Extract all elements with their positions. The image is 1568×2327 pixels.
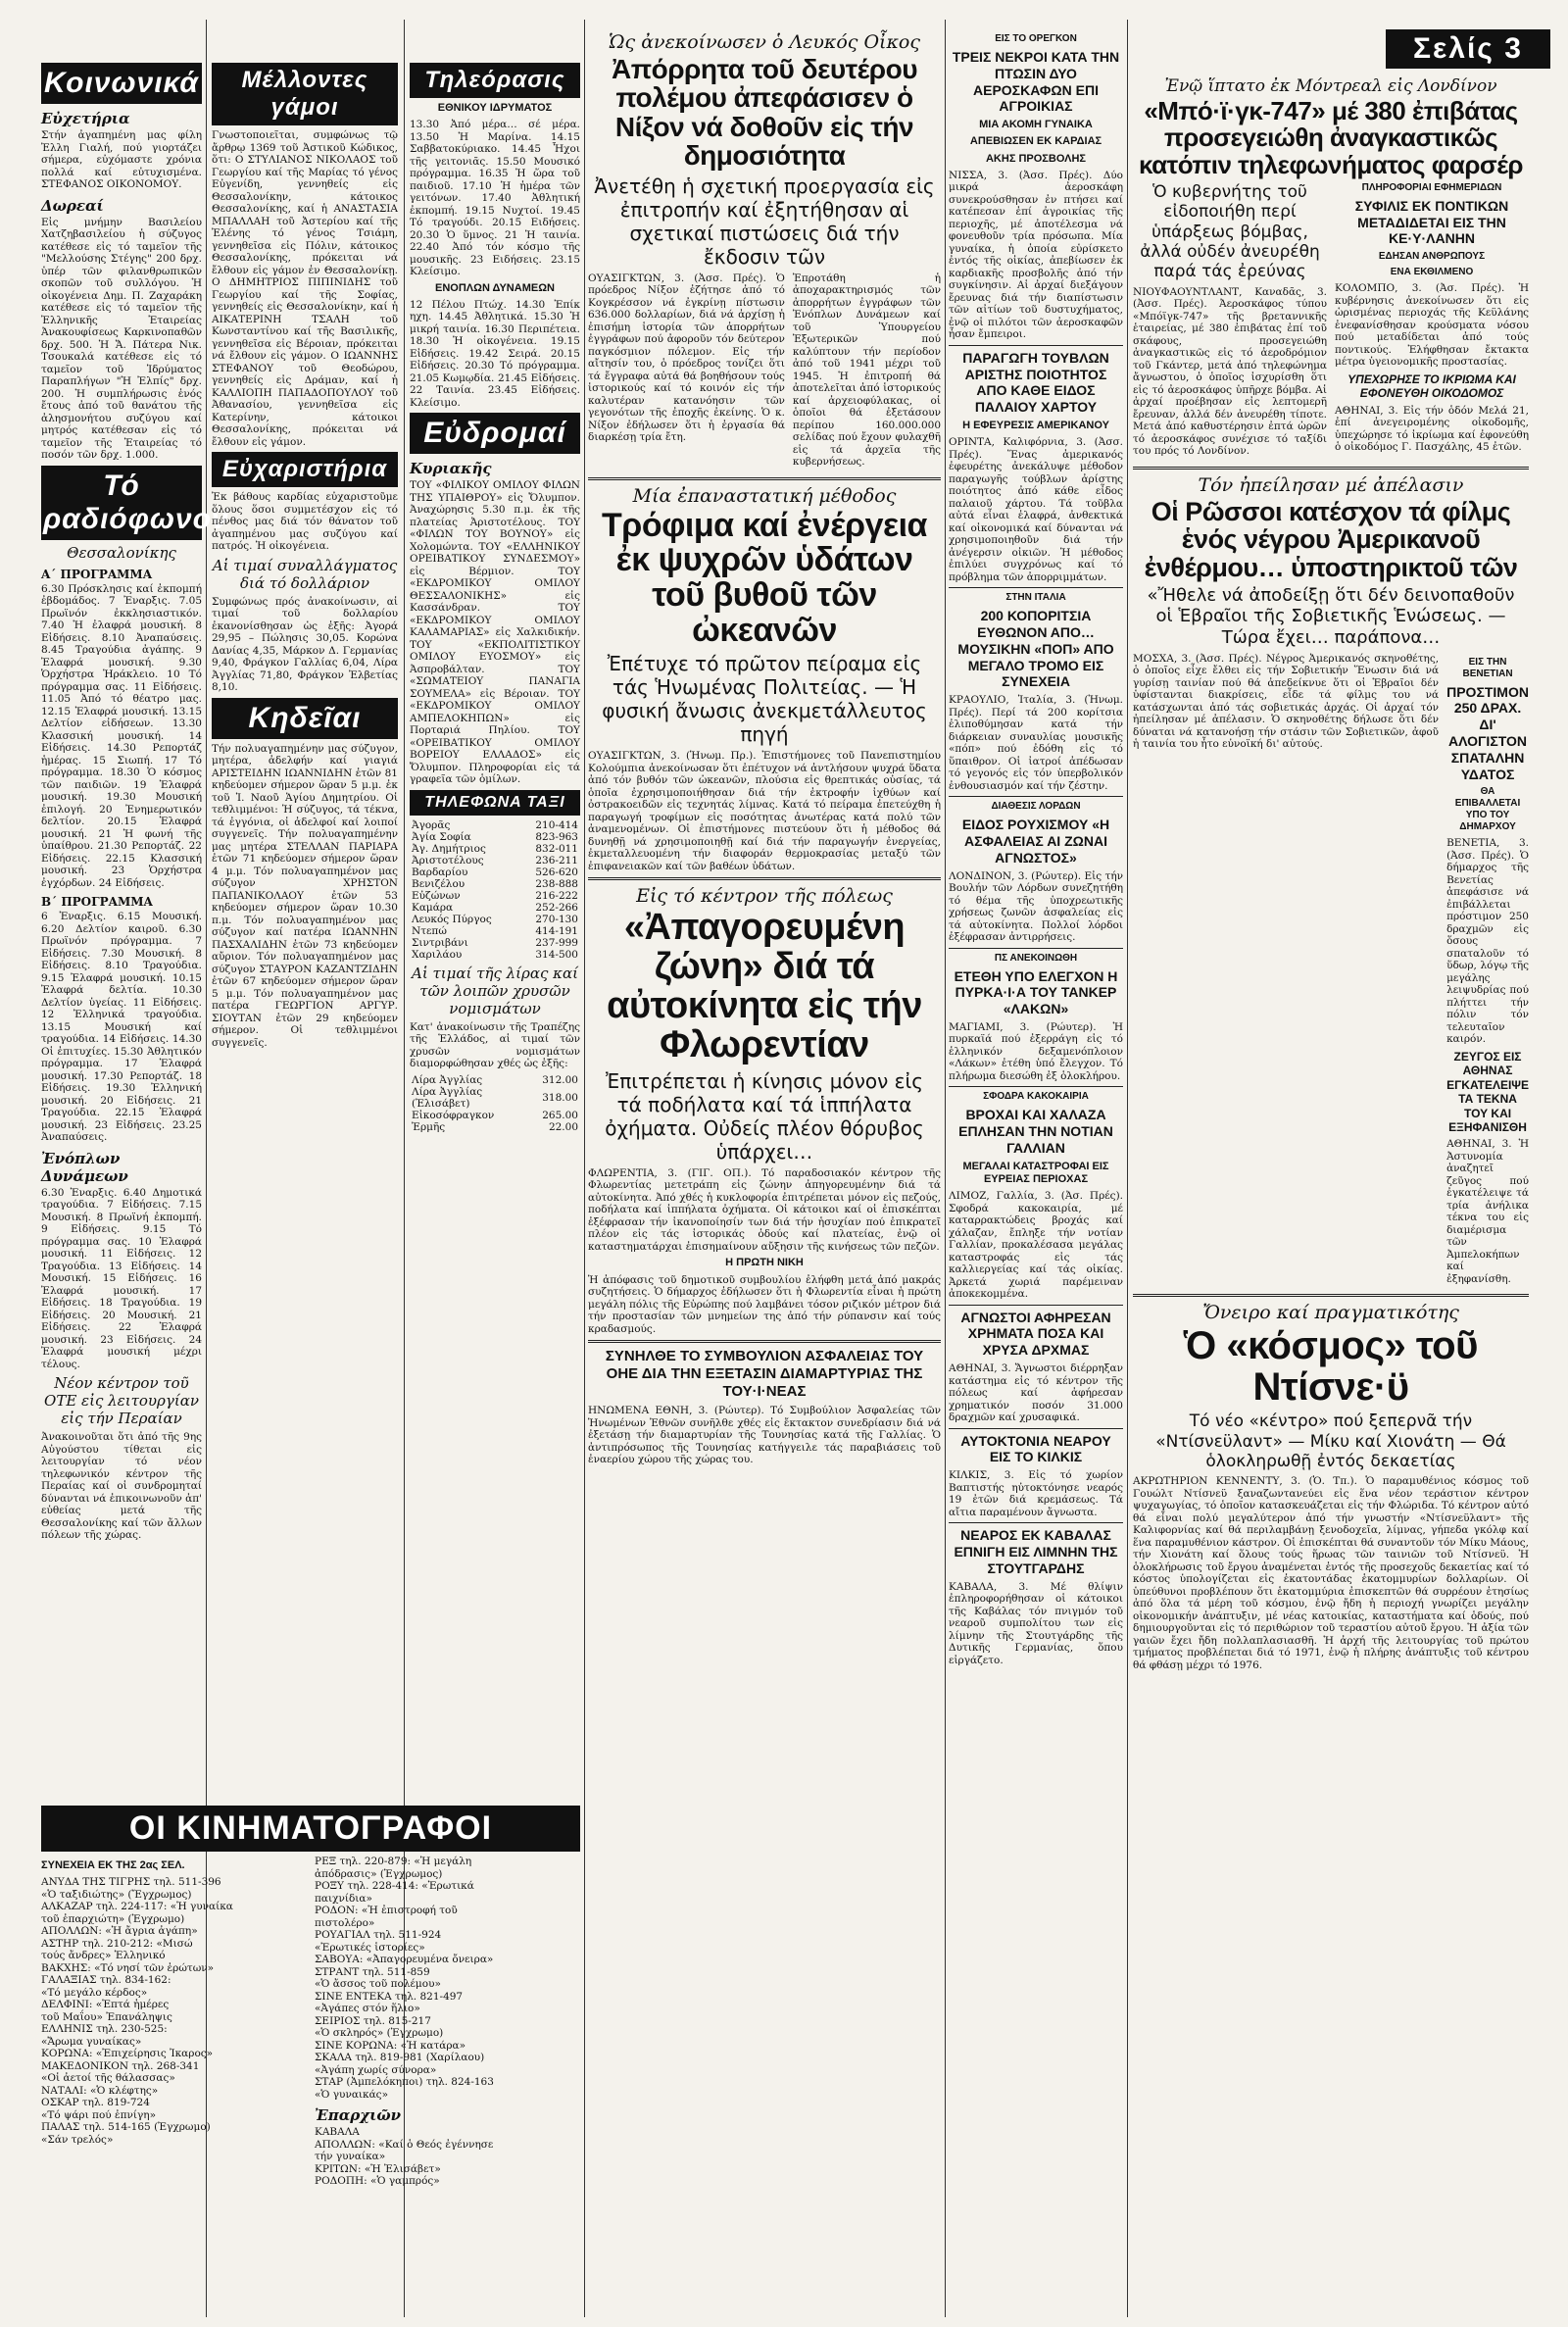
taxi-phone-row-value: 238-888 [535, 877, 578, 890]
taxi-phone-row-value: 823-963 [535, 830, 578, 843]
disney-headline: Ὁ «κόσμος» τοῦ Ντίσνε·ϋ [1184, 1324, 1478, 1410]
cinema-listing: ΝΑΤΑΛΙ: «Ὁ κλέφτης» [41, 2084, 159, 2097]
brief1-sub-b: ΑΠΕΒΙΩΣΕΝ ΕΚ ΚΑΡΔΙΑΣ [969, 135, 1102, 148]
cinemas-section [41, 1802, 580, 2317]
brief1-sub-c: ΑΚΗΣ ΠΡΟΣΒΟΛΗΣ [985, 152, 1086, 165]
brief6-headline: ΒΡΟΧΑΙ ΚΑΙ ΧΑΛΑΖΑ ΕΠΛΗΣΑΝ ΤΗΝ ΝΟΤΙΑΝ ΓΑΛΛΙΑΝ [958, 1107, 1113, 1156]
cinema-listing: «Ἄρωμα γυναίκας» [41, 2035, 142, 2048]
fourth-headline: ΣΥΝΗΛΘΕ ΤΟ ΣΥΜΒΟΥΛΙΟΝ ΑΣΦΑΛΕΙΑΣ ΤΟΥ ΟΗΕ ΔΙΑ ΤΗΝ ΕΞΕΤΑΣΙΝ ΔΙΑΜΑΡΤΥΡΙΑΣ ΤΗΣ ΤΟΥ·Ι·ΝΕΑΣ [605, 1348, 924, 1401]
third-subhead: Η ΠΡΩΤΗ ΝΙΚΗ [725, 1257, 804, 1269]
social-header: Κοινωνικά [41, 63, 202, 104]
cinema-listing: ΑΝΥΔΑ ΤΗΣ ΤΙΓΡΗΣ τηλ. 511-396 [41, 1876, 221, 1889]
gold-heading: Αἱ τιμαί τῆς λίρας καί τῶν λοιπῶν χρυσῶν νομισμάτων [412, 964, 578, 1017]
cinema-listing: «Ἀγάπες στόν ἥλιο» [315, 2003, 420, 2014]
cinema-listing: ΑΣΤΗΡ τηλ. 210-212: «Μισώ [41, 1937, 193, 1950]
dollar-text: Συμφώνως πρός ἀνακοίνωσιν, αἱ τιμαί τοῦ δολλαρίου ἐκανονίσθησαν ὡς ἑξῆς: Ἀγορά 29,95 – Πώλησις 30,05. Κορώνα Δανίας 4,35, Μάρκον Δ. Γερμανίας 9,40, Φράγκον Γαλλίας 6,04, Λίρα Ἀγγλίας 71,80, Φράγκον Ἐλβετίας 8,10. [212, 595, 398, 693]
cinemas-list-right [315, 1856, 580, 2101]
brief6-sub: ΜΕΓΑΛΑΙ ΚΑΤΑΣΤΡΟΦΑΙ ΕΙΣ ΕΥΡΕΙΑΣ ΠΕΡΙΟΧΑΣ [962, 1160, 1109, 1185]
column-main-stories [588, 29, 941, 2317]
cinema-listing: ΜΑΚΕΔΟΝΙΚΟΝ τηλ. 268-341 [41, 2059, 200, 2072]
venice-text: ΒΕΝΕΤΙΑ, 3. (Ἀσσ. Πρές). Ὁ δήμαρχος τῆς Βενετίας ἀπεφάσισε νά ἐπιβάλλεται πρόστιμον 250 δραχμῶν εἰς ὅσους σπαταλοῦν τό ὕδωρ, λόγῳ τῆς μεγάλης λειψυδρίας πού πλήττει τήν πόλιν τόν τελευταῖον καιρόν. [1446, 837, 1529, 1046]
venice-headline: ΠΡΟΣΤΙΜΟΝ 250 ΔΡΑΧ. ΔΙ' ΑΛΟΓΙΣΤΟΝ ΣΠΑΤΑΛΗΝ ΥΔΑΤΟΣ [1446, 683, 1529, 782]
side2-headline: ΥΠΕΧΩΡΗΣΕ ΤΟ ΙΚΡΙΩΜΑ ΚΑΙ ΕΦΟΝΕΥΘΗ ΟΙΚΟΔΟΜΟΣ [1348, 371, 1516, 401]
cinema-listing: ΣΚΑΛΑ τηλ. 819-981 (Χαρίλαου) [315, 2052, 485, 2063]
cinema-listing: ΟΣΚΑΡ τηλ. 819-724 [41, 2097, 150, 2109]
taxi-phone-row-label: Βαρδαρίου [412, 866, 468, 878]
boeing-text: ΝΙΟΥΦΑΟΥΝΤΛΑΝΤ, Καναδᾶς, 3. (Ἀσσ. Πρές). Ἀεροσκάφος τύπου «Μπόϊγκ-747» τῆς βρεταννικῆς ἑταιρείας, μέ 380 ἐπιβάτας ἐπί τοῦ σκάφους, προσεγειώθη ἀναγκαστικῶς εἰς τό ἀεροδρόμιον τοῦ Γκάντερ, μετά ἀπό τηλεφώνημα ἄγνωστου, ὁ ὁποῖος ἰσχυρίσθη ὅτι εἰς τό ἀεροσκάφος ὑπῆρχε βόμβα. Αἱ ἀρχαί προέβησαν εἰς λεπτομερῆ ἔρευναν, ἀλλά δέν ἀνευρέθη τίποτε. Μετά ἀπό καθυστέρησιν ἐπτά ὡρῶν τό ἀεροσκάφος συνέχισε τό ταξίδι του πρός τό Λονδίνον. [1133, 285, 1327, 458]
taxi-phone-row-value: 414-191 [535, 924, 578, 937]
cinema-listing: «Τό μεγάλο κέρδος» [41, 1986, 148, 1999]
radio-city: Θεσσαλονίκης [67, 543, 176, 562]
lead-text-b: Ἐπροτάθη ἡ ἀποχαρακτηρισμός τῶν ἀπορρήτων ἐγγράφων τῶν Ἐνόπλων Δυνάμεων καί τοῦ Ὑπουργείου Ἐξωτερικῶν πού καλύπτουν τήν περίοδον ἀπό τοῦ 1941 μέχρι τοῦ 1945. Ἡ ἐπιτροπή θά ἀποτελεῖται ἀπό ἱστορικούς καί ἀρχειοφύλακας, οἱ ὁποῖοι θά ἐξετάσουν περίπου 160.000.000 σελίδας πού ἔχουν φυλαχθῆ εἰς τά ἀρχεῖα τῆς κυβερνήσεως. [792, 272, 941, 469]
fourth-text: ΗΝΩΜΕΝΑ ΕΘΝΗ, 3. (Ρώυτερ). Τό Συμβούλιον Ἀσφαλείας τῶν Ἡνωμένων Ἐθνῶν συνῆλθε χθές εἰς ἔκτακτον συνεδρίασιν διά νά ἐξετάσῃ τήν διαμαρτυρίαν τῆς Τουνησίας κατά τῆς Γαλλίας. Ὁ ἀντιπρόσωπος τῆς Τουνησίας κατήγγειλε τάς παραβιάσεις τοῦ ἐναερίου χώρου τῆς χώρας του. [588, 1405, 941, 1466]
gold-price-row-label: Εἰκοσόφραγκον [412, 1109, 495, 1121]
cinema-listing: «Σάν τρελός» [41, 2133, 114, 2146]
taxi-phone-row-label: Χαριλάου [412, 948, 463, 961]
gold-price-row-label: Ἐρμῆς [412, 1120, 446, 1133]
cinema-listing: ΣΤΡΑΝΤ τηλ. 511-859 [315, 1965, 430, 1978]
program-b-text: 6 Ἐναρξις. 6.15 Μουσική. 6.20 Δελτίον καιροῦ. 6.30 Πρωϊνόν πρόγραμμα. 7 Εἰδήσεις. 7.30 Μουσική. 8 Εἰδήσεις. 8.10 Τραγούδια. 9.15 Ἐλαφρά μουσική. 10.15 Ἐλαφρά δελτία. 10.30 Δελτίον ὑγείας. 11 Εἰδήσεις. 12 Ἐλληνικά τραγούδια. 13.15 Μουσική καί τραγούδια. 14 Εἰδήσεις. 14.30 Οἱ ἐπιτυχίες. 15.30 Ἀθλητικόν πρόγραμμα. 17 Ἐλαφρά μουσική. 17.30 Ρεπορτάζ. 18 Εἰδήσεις. 19.30 Ἐλληνική μουσική. 20 Εἰδήσεις. 21 Τραγούδια. 22.15 Ἐλαφρά μουσική. 23 Εἰδήσεις. 23.25 Ἀναπαύσεις. [41, 911, 202, 1143]
cinema-listing: ΡΟΔΟΝ: «Ἡ ἐπιστροφή τοῦ [315, 1905, 458, 1916]
cinema-listing: ΡΟΔΟΠΗ: «Ὁ γαμπρός» [315, 2175, 440, 2187]
gold-price-row-value: 265.00 [542, 1109, 578, 1121]
taxi-phone-row-label: Σιντριβάνι [412, 936, 468, 949]
brief1-kicker: ΕΙΣ ΤΟ ΟΡΕΓΚΟΝ [995, 33, 1077, 44]
taxi-phones-table [410, 819, 580, 961]
brief8-text: ΚΙΛΚΙΣ, 3. Εἰς τό χωρίον Βαπτιστής ηὐτοκτόνησε νεαρός 19 ἐτῶν διά κρεμάσεως. Τά αἴτια παραμένουν ἄγνωστα. [949, 1469, 1123, 1518]
ote-text: Ἀνακοινοῦται ὅτι ἀπό τῆς 9ης Αὐγούστου τίθεται εἰς λειτουργίαν τό νέον τηλεφωνικόν κέντρον τῆς Περαίας καί οἱ συνδρομηταί δύνανται νά ἐπικοινωνοῦν ἀπ' εὐθείας μετά τῆς Θεσσαλονίκης καί τῶν ἄλλων πόλεων τῆς χώρας. [41, 1431, 203, 1541]
films-text: ΜΟΣΧΑ, 3. (Ἀσσ. Πρές). Νέγρος Ἀμερικανός σκηνοθέτης, ὁ ὁποῖος εἶχε ἔλθει εἰς τήν Σοβιετικήν Ἕνωσιν διά νά γυρίσῃ ταινίαν πού θά ἀπεδείκνυε ὅτι οἱ Ἑβραῖοι δέν ὑφίστανται διακρίσεις, εἶδε τά φίλμς του νά κατάσχωνται ἀπό τάς σοβιετικάς ἀρχάς. Οἱ ἀρχαί τόν ἠπείλησαν μέ ἀπέλασιν. Ὁ σκηνοθέτης δήλωσε ὅτι δέν δύναται νά κατανοήσῃ τήν στάσιν τῶν Σοβιετικῶν, ἀφοῦ ἡ ταινία του ἦτο εὐνοϊκή δι' αὐτούς. [1133, 652, 1440, 751]
excursions-text: ΤΟΥ «ΦΙΛΙΚΟΥ ΟΜΙΛΟΥ ΦΙΛΩΝ ΤΗΣ ΥΠΑΙΘΡΟΥ» εἰς Ὄλυμπον. Ἀναχώρησις 5.30 π.μ. ἐκ τῆς πλατείας Ἀριστοτέλους. ΤΟΥ «ΦΙΛΩΝ ΤΟΥ ΒΟΥΝΟΥ» εἰς Χολομώντα. ΤΟΥ «ΕΛΛΗΝΙΚΟΥ ΟΡΕΙΒΑΤΙΚΟΥ ΣΥΝΔΕΣΜΟΥ» εἰς Βέρμιον. ΤΟΥ «ΕΚΔΡΟΜΙΚΟΥ ΟΜΙΛΟΥ ΘΕΣΣΑΛΟΝΙΚΗΣ» εἰς Κασσάνδραν. ΤΟΥ «ΕΚΔΡΟΜΙΚΟΥ ΟΜΙΛΟΥ ΚΑΛΑΜΑΡΙΑΣ» εἰς Χαλκιδικήν. ΤΟΥ «ΕΚΠΟΛΙΤΙΣΤΙΚΟΥ ΟΜΙΛΟΥ ΕΥΟΣΜΟΥ» εἰς Ἀσπροβάλταν. ΤΟΥ «ΣΩΜΑΤΕΙΟΥ ΠΑΝΑΓΙΑ ΣΟΥΜΕΛΑ» εἰς Βέροιαν. ΤΟΥ «ΕΚΔΡΟΜΙΚΟΥ ΟΜΙΛΟΥ ΑΜΠΕΛΟΚΗΠΩΝ» εἰς Πορταριά Πηλίου. ΤΟΥ «ΟΡΕΙΒΑΤΙΚΟΥ ΟΜΙΛΟΥ ΒΟΡΕΙΟΥ ΕΛΛΑΔΟΣ» εἰς Ὄλυμπον. Πληροφορίαι εἰς τά γραφεῖα τῶν ὁμίλων. [410, 479, 580, 786]
taxi-phone-row-value: 210-414 [535, 818, 578, 831]
armed-forces-heading: Ἐνόπλων Δυνάμεων [41, 1149, 128, 1185]
taxi-phone-row-label: Ἀριστοτέλους [412, 854, 484, 866]
cinema-listing: ΕΛΛΗΝΙΣ τηλ. 230-525: [41, 2023, 168, 2036]
cinema-listing: ΓΑΛΑΞΙΑΣ τηλ. 834-162: [41, 1974, 172, 1987]
weddings-text: Γνωστοποιεῖται, συμφώνως τῷ ἄρθρῳ 1369 τοῦ Ἀστικοῦ Κώδικος, ὅτι: Ο ΣΤΥΛΙΑΝΟΣ ΝΙΚΟΛΑΟΣ τοῦ Γεωργίου καί τῆς Μαρίας τό γένος Εὐγενίδη, γεννηθείς εἰς Θεσσαλονίκην, κάτοικος Θεσσαλονίκης, καί ἡ ΑΝΑΣΤΑΣΙΑ ΜΠΑΛΛΑΗ τοῦ Ἀστερίου καί τῆς Ἐλένης τό γένος Τσιάμη, γεννηθεῖσα εἰς Πόλιν, κάτοικος Θεσσαλονίκης, πρόκειται νά ἔλθουν εἰς γάμον ἐν Θεσσαλονίκῃ. Ο ΔΗΜΗΤΡΙΟΣ ΠΙΠΙΝΙΔΗΣ τοῦ Γεωργίου καί τῆς Σοφίας, γεννηθείς εἰς Θεσσαλονίκην, καί ἡ ΑΙΚΑΤΕΡΙΝΗ ΤΣΑΛΗ τοῦ Κωνσταντίνου καί τῆς Βασιλικῆς, γεννηθεῖσα εἰς Βέροιαν, πρόκειται νά ἔλθουν εἰς γάμον. Ο ΙΩΑΝΝΗΣ ΣΤΕΦΑΝΟΥ τοῦ Θεοδώρου, γεννηθείς εἰς Δράμαν, καί ἡ ΚΑΛΛΙΟΠΗ ΠΑΠΑΔΟΠΟΥΛΟΥ τοῦ Ἀθανασίου, γεννηθεῖσα εἰς Κατερίνην, κάτοικοι Θεσσαλονίκης, πρόκειται νά ἔλθουν εἰς γάμον. [212, 129, 398, 448]
gold-price-row [410, 1074, 580, 1086]
lead-text-a: ΟΥΑΣΙΓΚΤΩΝ, 3. (Ἀσσ. Πρές). Ὁ πρόεδρος Νίξον ἐζήτησε ἀπό τό Κογκρέσσον νά ἐγκρίνῃ πίστωσιν 636.000 δολλαρίων, διά νά ἀρχίσῃ ἡ ἐπισήμη ἱστορία τῶν ἀπορρήτων ἐγγράφων πού ἀφοροῦν τόν δεύτερον παγκόσμιον πόλεμον. Εἰς τήν αἴτησίν του, ὁ πρόεδρος τονίζει ὅτι τά ἔγγραφα αὐτά θά βοηθήσουν τούς ἱστορικούς καί τό κοινόν εἰς τήν καλυτέραν κατανόησιν τῶν γεγονότων τῆς ἐποχῆς ἐκείνης. Ὁ κ. Νίξον ἐδήλωσεν ὅτι ἡ ἐργασία θά διαρκέσῃ τρία ἔτη. [588, 272, 785, 444]
cinema-listing: ΑΠΟΛΛΩΝ: «Καί ὁ Θεός ἐγέννησε [315, 2138, 494, 2151]
armed-forces-text: 6.30 Ἐναρξις. 6.40 Δημοτικά τραγούδια. 7 Εἰδήσεις. 7.15 Μουσική. 8 Πρωϊνή ἐκπομπή. 9 Εἰδήσεις. 9.15 Τό πρόγραμμα σας. 10 Ἐλαφρά μουσική. 11 Εἰδήσεις. 12 Τραγούδια. 13 Εἰδήσεις. 14 Μουσική. 15 Εἰδήσεις. 16 Ἐλαφρά μουσική. 17 Εἰδήσεις. 18 Τραγούδια. 19 Εἰδήσεις. 20 Μουσική. 21 Εἰδήσεις. 22 Ἐλαφρά μουσική. 23 Εἰδήσεις. 24 Ἐλαφρά μουσική μέχρι τέλους. [41, 1186, 202, 1370]
brief1-sub-a: ΜΙΑ ΑΚΟΜΗ ΓΥΝΑΙΚΑ [979, 119, 1093, 131]
cinema-listing: ΣΕΙΡΙΟΣ τηλ. 815-217 [315, 2014, 431, 2027]
taxi-phone-row [410, 878, 580, 890]
taxi-phone-row-label: Ντεπώ [412, 924, 447, 937]
taxi-phone-row-label: Καμάρα [412, 901, 454, 914]
taxi-phone-row-value: 270-130 [535, 913, 578, 925]
funerals-text: Τήν πολυαγαπημένην μας σύζυγον, μητέρα, ἀδελφήν καί γιαγιά ΑΡΙΣΤΕΙΔΗΝ ΙΩΑΝΝΙΔΗΝ ἐτῶν 81 κηδεύομεν σήμερον ὥραν 5 μ.μ. ἐκ τοῦ Ἱ. Ναοῦ Ἁγίου Δημητρίου. Οἱ τεθλιμμένοι: Ἡ σύζυγος, τά τέκνα, τά ἐγγόνια, οἱ ἀδελφοί καί λοιποί συγγενεῖς. Τήν πολυαγαπημένην μας μητέρα ΣΤΕΛΛΑΝ ΠΑΡΙΑΡΑ ἐτῶν 71 κηδεύομεν σήμερον ὥραν 4 μ.μ. Τόν πολυαγαπημένον μας σύζυγον ΧΡΗΣΤΟΝ ΠΑΠΑΝΙΚΟΛΑΟΥ ἐτῶν 53 κηδεύομεν σήμερον ὥραν 10.30 π.μ. Τόν πολυαγαπημένον μας σύζυγον καί πατέρα ΙΩΑΝΝΗΝ ΠΑΣΧΑΛΙΔΗΝ ἐτῶν 73 κηδεύομεν αὔριον. Τόν πολυαγαπημένον μας σύζυγον ΣΤΑΥΡΟΝ ΚΑΖΑΝΤΖΙΔΗΝ ἐτῶν 67 κηδεύομεν σήμερον ὥραν 5 μ.μ. Τόν πολυαγαπημένον μας πατέρα ΓΕΩΡΓΙΟΝ ΑΡΓΥΡ. ΣΙΟΥΤΑΝ ἐτῶν 29 κηδεύομεν σήμερον. Οἱ τεθλιμμένοι συγγενεῖς. [212, 742, 398, 1049]
brief3-headline: 200 ΚΟΠΟΡΙΤΣΙΑ ΕΥΘΩΝΟΝ ΑΠΟ… ΜΟΥΣΙΚΗΝ «ΠΟΠ» ΑΠΟ ΜΕΓΑΛΟ ΤΡΟΜΟ ΕΙΣ ΣΥΝΕΧΕΙΑ [957, 608, 1114, 690]
brief5-headline: ΕΤΕΘΗ ΥΠΟ ΕΛΕΓΧΟΝ Η ΠΥΡΚΑ·Ι·Α ΤΟΥ ΤΑΝΚΕΡ «ΛΑΚΩΝ» [954, 967, 1118, 1017]
cinema-listing: ΡΟΞΥ τηλ. 228-414: «Ἑρωτικά [315, 1880, 474, 1892]
venice-sub: ΘΑ ΕΠΙΒΑΛΛΕΤΑΙ ΥΠΟ ΤΟΥ ΔΗΜΑΡΧΟΥ [1454, 786, 1521, 833]
cinema-listing: ΔΕΛΦΙΝΙ: «Ἑπτά ἡμέρες [41, 1999, 170, 2011]
taxi-phone-row-value: 216-222 [535, 889, 578, 902]
taxi-phone-row [410, 949, 580, 961]
gold-price-row-label: Λίρα Ἀγγλίας [412, 1073, 483, 1086]
tv-eirt-heading: ΕΘΝΙΚΟΥ ΙΔΡΥΜΑΤΟΣ [437, 102, 553, 114]
third-headline: «Ἀπαγορευμένη ζώνη» διά τά αὐτοκίνητα εἰς τήν Φλωρεντίαν [607, 907, 922, 1065]
page-number-badge: Σελίς 3 [1386, 29, 1550, 69]
cinema-listing: ΒΑΚΧΗΣ: «Τό νησί τῶν ἐρώτων» [41, 1961, 215, 1974]
taxi-phone-row [410, 937, 580, 949]
taxi-phone-row-value: 526-620 [535, 866, 578, 878]
cinema-listing: ΡΟΥΑΓΙΑΛ τηλ. 511-924 [315, 1929, 442, 1941]
tv-header: Τηλεόρασις [410, 63, 580, 98]
cinema-listing: τήν γυναίκα» [315, 2151, 386, 2162]
column-right-stories [1133, 74, 1529, 2317]
second-deck: Ἐπέτυχε τό πρῶτον πείραμα εἰς τάς Ἡνωμένας Πολιτείας. — Ἡ φυσική ἄνωσις ἀνεκμετάλλευτος πηγή [602, 652, 927, 747]
cinemas-header: ΟΙ ΚΙΝΗΜΑΤΟΓΡΑΦΟΙ [41, 1806, 580, 1852]
gold-price-row-value: 22.00 [548, 1120, 578, 1133]
tv-eirt-text: 13.30 Ἀπό μέρα… σέ μέρα. 13.50 Ἡ Μαρίνα. 14.15 Σαββατοκύριακο. 14.45 Ἦχοι τῆς γειτονιᾶς. 15.50 Μουσικό πρόγραμμα. 16.35 Ἡ ὥρα τοῦ παιδιοῦ. 17.10 Ἡ ἡμέρα τῶν γειτόνων. 17.40 Ἀθλητική ἐκπομπή. 19.15 Νυχτοί. 19.45 Τό τραγούδι. 20.15 Ειδήσεις. 20.30 Ὁ ὕμνος. 21 Ἡ ταινία. 22.40 Ἀπό τόν κόσμο τῆς μουσικῆς. 23 Ειδήσεις. 23.15 Κλείσιμο. [410, 119, 580, 278]
brief7-headline: ΑΓΝΩΣΤΟΙ ΑΦΗΡΕΣΑΝ ΧΡΗΜΑΤΑ ΠΟΣΑ ΚΑΙ ΧΡΥΣΑ ΔΡΧΜΑΣ [960, 1309, 1111, 1359]
cinemas-list-left [41, 1876, 307, 2146]
province-heading: Ἐπαρχιῶν [315, 2106, 402, 2124]
taxi-phone-row [410, 890, 580, 902]
third-kicker: Εἰς τό κέντρον τῆς πόλεως [636, 885, 893, 908]
cinema-listing: τοῦ ἐπαρχιώτη» (Ἐγχρωμο) [41, 1912, 185, 1925]
brief1-headline: ΤΡΕΙΣ ΝΕΚΡΟΙ ΚΑΤΑ ΤΗΝ ΠΤΩΣΙΝ ΔΥΟ ΑΕΡΟΣΚΑΦΩΝ ΕΠΙ ΑΓΡΟΙΚΙΑΣ [952, 49, 1120, 115]
taxi-phone-row [410, 914, 580, 925]
gold-price-row [410, 1086, 580, 1110]
couple-text: ΑΘΗΝΑΙ, 3. Ἡ Ἀστυνομία ἀναζητεῖ ζεῦγος πού ἐγκατέλειψε τά τρία ἀνήλικα τέκνα του εἰς διαμέρισμα τῶν Ἀμπελοκήπων καί ἐξηφανίσθη. [1446, 1138, 1529, 1285]
cinema-listing: «Τό ψάρι πού ἐπνίγη» [41, 2108, 157, 2121]
wishes-heading: Εὐχετήρια [41, 110, 130, 127]
donations-text: Εἰς μνήμην Βασιλείου Χατζηβασιλείου ἡ σύζυγος κατέθεσε εἰς τό ταμεῖον τῆς "Μελλούσης Στέγης" 200 δρχ. ὑπέρ τῶν φιλανθρωπικῶν σκοπῶν τοῦ συλλόγου. Ἡ οἰκογένεια Δημ. Π. Ζαχαράκη κατέθεσε εἰς τό ταμεῖον τῆς Ἐλληνικῆς Ἐταιρείας Ἀνακουφίσεως Καρκινοπαθῶν δρχ. 500. Ἡ Ἄ. Πάτερα Νικ. Τσουκαλά κατέθεσε εἰς τό ταμεῖον τοῦ Ἱδρύματος Παραπλήγων "Ἡ Ἐλπίς" δρχ. 200. Ἡ συμπλήρωσις ἑνός ἔτους ἀπό τοῦ θανάτου τῆς ἀλησμονήτου συζύγου καί μητρός κατέθεσαν εἰς τό ταμεῖον τῆς Ἐταιρείας τό ποσόν τῶν δρχ. 1.000. [41, 216, 202, 461]
brief6-kicker: ΣΦΟΔΡΑ ΚΑΚΟΚΑΙΡΙΑ [983, 1091, 1089, 1103]
taxi-phone-row-value: 237-999 [535, 936, 578, 949]
films-deck: «Ἤθελε νά ἀποδείξῃ ὅτι δέν δεινοπαθοῦν οἱ Ἑβραῖοι τῆς Σοβιετικῆς Ἑνώσεως. — Τώρα ἔχει… παράπονα… [1147, 584, 1515, 649]
side1-sub-b: ΕΝΑ ΕΚΘΙΛΜΕΝΟ [1390, 267, 1474, 278]
side1-text: ΚΟΛΟΜΠΟ, 3. (Ἀσ. Πρές). Ἡ κυβέρνησις ἀνεκοίνωσεν ὅτι εἰς ὡρισμένας περιοχάς τῆς Κεϋλάνης ἐνεφανίσθησαν κρούσματα νόσου πού μεταδίδεται ἀπό τούς ποντικούς. Ἐλήφθησαν ἔκτακτα μέτρα ὑγειονομικῆς προστασίας. [1335, 282, 1529, 369]
column-rule [945, 20, 946, 2317]
cinema-listing: ΑΠΟΛΛΩΝ: «Ἡ ἄγρια ἀγάπη» [41, 1925, 198, 1938]
side1-kicker: ΠΛΗΡΟΦΟΡΙΑΙ ΕΦΗΜΕΡΙΔΩΝ [1361, 181, 1502, 193]
thanks-header: Εὐχαριστήρια [212, 452, 398, 487]
third-deck: Ἐπιτρέπεται ἡ κίνησις μόνον εἰς τά ποδήλατα καί τά ἱππήλατα ὀχήματα. Οὐδείς πλέον θόρυβος ὑπάρχει… [605, 1068, 924, 1164]
brief5-text: ΜΑΓΙΑΜΙ, 3. (Ρώυτερ). Ἡ πυρκαϊά πού ἐξερράγη εἰς τό ἑλληνικόν δεξαμενόπλοιον «Λάκων» ἐτέθη ὑπό ἔλεγχον. Τό πλήρωμα διεσώθη ἐξ ὁλοκλήρου. [949, 1020, 1123, 1082]
second-text: ΟΥΑΣΙΓΚΤΩΝ, 3. (Ἡνωμ. Πρ.). Ἐπιστήμονες τοῦ Πανεπιστημίου Κολούμπια ἀνεκοίνωσαν ὅτι ἐπέτυχον νά ἀντλήσουν ψυχρά ὕδατα ἀπό τόν βυθόν τῶν ὠκεανῶν, πλούσια εἰς θρεπτικάς οὐσίας, τά ὁποῖα ἐχρησιμοποιήθησαν διά τήν ἐκτροφήν ἰχθύων καί ὀστρακοειδῶν εἰς τεχνητάς λίμνας. Κατά τό πείραμα ἐπετεύχθη ἡ παραγωγή τροφίμων εἰς ποσότητας ἀνωτέρας κατά πολύ τῶν ἀναμενομένων. Οἱ ἐπιστήμονες πιστεύουν ὅτι ἡ μέθοδος θά δυνηθῇ νά χρησιμοποιηθῇ καί διά τήν παραγωγήν ἐνεργείας, ἐκμεταλλευομένη τήν διαφοράν θερμοκρασίας μεταξύ τῶν ἐπιφανειακῶν καί τῶν βαθέων ὑδάτων. [588, 750, 941, 872]
brief8-headline: ΑΥΤΟΚΤΟΝΙΑ ΝΕΑΡΟΥ ΕΙΣ ΤΟ ΚΙΛΚΙΣ [960, 1432, 1111, 1465]
side2-text: ΑΘΗΝΑΙ, 3. Εἰς τήν ὁδόν Μελά 21, ἐπί ἀνεγειρομένης οἰκοδομῆς, ὑπεχώρησε τό ἰκρίωμα καί ἐφονεύθη ὁ οἰκοδόμος Γ. Πασχάλης, 45 ἐτῶν. [1335, 404, 1529, 454]
cinemas-list-province [315, 2126, 580, 2188]
cinema-listing: «Ὁ γυναικάς» [315, 2088, 388, 2101]
cinema-listing: ΣΑΒΟΥΑ: «Ἀπαγορευμένα ὄνειρα» [315, 1954, 494, 1965]
disney-kicker: Ὄνειρο καί πραγματικότης [1202, 1302, 1459, 1324]
excursions-header: Εὐδρομαί [410, 413, 580, 454]
thanks-text: Ἐκ βάθους καρδίας εὐχαριστοῦμε ὅλους ὅσοι συμμετέσχον εἰς τό πένθος μας διά τόν θάνατον τοῦ ἀγαπημένου μας συζύγου καί πατρός. Ἡ οἰκογένεια. [212, 491, 398, 552]
excursions-day: Κυριακῆς [410, 460, 492, 478]
cinema-listing: τούς ἄνδρες» Ἑλληνικό [41, 1950, 166, 1962]
brief9-headline: ΝΕΑΡΟΣ ΕΚ ΚΑΒΑΛΑΣ ΕΠΝΙΓΗ ΕΙΣ ΛΙΜΝΗΝ ΤΗΣ ΣΤΟΥΤΓΑΡΔΗΣ [954, 1527, 1118, 1576]
gold-price-row-value: 312.00 [542, 1073, 578, 1086]
boeing-headline: «Μπό·ϊ·γκ-747» μέ 380 ἐπιβάτας προσεγειώθη ἀναγκαστικῶς κατόπιν τηλεφωνήματος φαρσέρ [1138, 96, 1524, 179]
cinema-listing: «Οἱ ἀετοί τῆς θάλασσας» [41, 2072, 175, 2085]
lead-deck: Ἀνετέθη ἡ σχετική προεργασία εἰς ἐπιτροπήν καί ἐξητήθησαν αἱ σχετικαί πιστώσεις διά τήν ἔκδοσιν τῶν [594, 173, 935, 269]
taxi-phone-row-value: 832-011 [535, 842, 578, 855]
brief4-text: ΛΟΝΔΙΝΟΝ, 3. (Ρώυτερ). Εἰς τήν Βουλήν τῶν Λόρδων συνεζητήθη τό θέμα τῆς ὑποχρεωτικῆς χρήσεως ζωνῶν ἀσφαλείας εἰς τά αὐτοκίνητα. Πολλοί λόρδοι ἐξέφρασαν ἀντιρρήσεις. [949, 869, 1123, 943]
third-text-b: Ἡ ἀπόφασις τοῦ δημοτικοῦ συμβουλίου ἐλήφθη μετά ἀπό μακράς συζητήσεις. Ὁ δήμαρχος ἐδήλωσεν ὅτι ἡ Φλωρεντία εἶναι ἡ πρώτη μεγάλη πόλις τῆς Εὐρώπης πού λαμβάνει τόσον ριζικόν μέτρον διά τήν προστασίαν τῶν μνημείων της ἀπό τήν ρύπανσιν καί τούς κραδασμούς. [588, 1273, 941, 1335]
taxi-phone-row [410, 925, 580, 937]
gold-price-row [410, 1121, 580, 1133]
taxi-phone-row-label: Εὐζώνων [412, 889, 461, 902]
brief3-kicker: ΣΤΗΝ ΙΤΑΛΙΑ [1005, 592, 1066, 604]
boeing-deck: Ὁ κυβερνήτης τοῦ εἰδοποιήθη περί ὑπάρξεως βόμβας, ἀλλά οὐδέν ἀνευρέθη παρά τάς ἐρεύνας [1140, 181, 1320, 282]
taxi-phone-row-label: Λευκός Πύργος [412, 913, 492, 925]
cinema-listing: τοῦ Μαΐου» Ἐπανάληψις [41, 2010, 172, 2023]
brief1-text: ΝΙΣΣΑ, 3. (Ἀσσ. Πρές). Δύο μικρά ἀεροσκάφη συνεκρούσθησαν ἐν πτήσει καί κατέπεσαν ἐπί ἀγροικίας τῆς περιοχῆς, μέ ἀποτέλεσμα νά φονευθοῦν τρία πρόσωπα. Μία γυναίκα, ἡ ὁποία εὑρίσκετο ἐντός τῆς οἰκίας, ἀπεβίωσεν ἐκ καρδιακῆς προσβολῆς ἀπό τήν συγκίνησιν. Αἱ ἀρχαί διεξάγουν ἔρευνας διά τήν διαπίστωσιν τῶν αἰτίων τοῦ δυστυχήματος, ἐνῷ οἱ πιλότοι τῶν ἀεροσκαφῶν ἦσαν ἔμπειροι. [949, 169, 1123, 341]
column-weddings-funerals [212, 59, 398, 1798]
cinema-listing: πιστολέρο» [315, 1916, 375, 1929]
taxi-phone-row [410, 902, 580, 914]
taxi-phone-row-value: 314-500 [535, 948, 578, 961]
cinema-listing: ΣΙΝΕ ΕΝΤΕΚΑ τηλ. 821-497 [315, 1990, 464, 2003]
cinema-listing: «Ἐρωτικές ἱστορίες» [315, 1941, 425, 1954]
brief9-text: ΚΑΒΑΛΑ, 3. Μέ θλίψιν ἐπληροφορήθησαν οἱ κάτοικοι τῆς Καβάλας τόν πνιγμόν τοῦ νεαροῦ συμπολίτου των εἰς λίμνην τῆς Στουτγάρδης τῆς Δυτικῆς Γερμανίας, ὅπου εἰργάζετο. [949, 1580, 1123, 1666]
gold-table [410, 1074, 580, 1133]
venice-kicker: ΕΙΣ ΤΗΝ ΒΕΝΕΤΙΑΝ [1462, 656, 1513, 679]
column-rule [1127, 20, 1128, 2317]
ote-heading: Νέον κέντρον τοῦ ΟΤΕ εἰς λειτουργίαν εἰς τήν Περαίαν [44, 1374, 199, 1427]
taxi-phone-row [410, 819, 580, 831]
program-a-text: 6.30 Πρόσκλησις καί ἐκπομπή ἐβδομάδος. 7 Ἐναρξις. 7.05 Πρωϊνόν ἐκκλησιαστικόν. 7.40 Ἡ ἐλαφρά μουσική. 8 Εἰδήσεις. 8.10 Ἀναπαύσεις. 8.45 Τραγούδια ἀγάπης. 9 Ἐλαφρά μουσική. 9.30 Ὁρχήστρα Ἡράκλειο. 10 Τό πρόγραμμα σας. 11 Εἰδήσεις. 11.05 Ἀπό τό θέατρο μας. 12.15 Ἐλαφρά μουσική. 13.15 Δελτίον εἰδήσεων. 13.30 Κλασσική μουσική. 14 Εἰδήσεις. 14.30 Ρεπορτάζ ἡμέρας. 15 Σιωπή. 17 Τό πρόγραμμα. 18.30 Ὁ κόσμος τῶν παιδιῶν. 19 Ἐλαφρά μουσική. 19.30 Μουσική ἐπιλογή. 20 Ἐνημερωτικόν δελτίον. 20.15 Ἐλαφρά μουσική. 21 Ἡ φωνή τῆς ὑπαίθρου. 21.30 Ρεπορτάζ. 22 Εἰδήσεις. 22.15 Κλασσική μουσική. 23 Ὁρχήστρα ἐγχόρδων. 24 Εἰδήσεις. [41, 582, 202, 889]
films-headline: Οἱ Ρῶσσοι κατέσχον τά φίλμς ἑνός νέγρου Ἀμερικανοῦ ἐνθέρμου… ὑποστηρικτοῦ τῶν [1144, 496, 1518, 582]
cinema-listing: παιχνίδια» [315, 1892, 372, 1905]
boeing-kicker: Ἐνῷ ἵπτατο ἐκ Μόντρεαλ εἰς Λονδίνον [1164, 76, 1497, 96]
cinema-listing: ΚΟΡΩΝΑ: «Ἐπιχείρησις Ἰκαρος» [41, 2048, 214, 2060]
brief3-text: ΚΡΑΟΥΛΙΟ, Ἰταλία, 3. (Ἡνωμ. Πρές). Περί τά 200 κορίτσια ἐλιποθύμησαν κατά τήν διάρκειαν συναυλίας μουσικῆς «πόπ» πού ἐδόθη εἰς τό ὕπαιθρον. Οἱ ἰατροί ἀπέδωσαν τό γεγονός εἰς τόν ὑπερβολικόν ἐνθουσιασμόν καί τήν ζέστην. [949, 694, 1123, 792]
column-rule [584, 20, 585, 2317]
program-b-heading: Β΄ ΠΡΟΓΡΑΜΜΑ [41, 895, 153, 909]
brief7-text: ΑΘΗΝΑΙ, 3. Ἄγνωστοι διέρρηξαν κατάστημα εἰς τό κέντρον τῆς πόλεως καί ἀφήρεσαν χρηματικόν ποσόν 31.000 δραχμῶν καί χρυσαφικά. [949, 1362, 1123, 1424]
gold-price-row-label: Λίρα Ἀγγλίας (Ἐλισάβετ) [412, 1085, 483, 1110]
brief6-text: ΛΙΜΟΖ, Γαλλία, 3. (Ἀσ. Πρές). Σφοδρά κακοκαιρία, μέ καταρρακτώδεις βροχάς καί χάλαζαν, ἔπληξε τήν νοτίαν Γαλλίαν, προκαλέσασα μεγάλας καταστροφάς εἰς τάς καλλιεργείας καί τάς οἰκίας. Ἀρκετά χωριά παρέμειναν ἀποκεκομμένα. [949, 1190, 1123, 1301]
gold-price-row-value: 318.00 [542, 1091, 578, 1104]
side1-headline: ΣΥΦΙΛΙΣ ΕΚ ΠΟΝΤΙΚΩΝ ΜΕΤΑΔΙΔΕΤΑΙ ΕΙΣ ΤΗΝ ΚΕ·Υ·ΛΑΝΗΝ [1354, 197, 1509, 247]
taxi-phone-row [410, 866, 580, 878]
brief4-headline: ΕΙΔΟΣ ΡΟΥΧΙΣΜΟΥ «Η ΑΣΦΑΛΕΙΑΣ ΑΙ ΖΩΝΑΙ ΑΓΝΩΣΤΟΣ» [961, 817, 1110, 866]
taxi-phones-header: ΤΗΛΕΦΩΝΑ ΤΑΞΙ [410, 790, 580, 816]
films-kicker: Τόν ἠπείλησαν μέ ἀπέλασιν [1198, 473, 1464, 496]
program-a-heading: Α΄ ΠΡΟΓΡΑΜΜΑ [41, 567, 153, 581]
cinema-listing: ΣΤΑΡ (Ἀμπελόκηποι) τηλ. 824-163 [315, 2076, 494, 2088]
couple-headline: ΖΕΥΓΟΣ ΕΙΣ ΑΘΗΝΑΣ ΕΓΚΑΤΕΛΕΙΨΕ ΤΑ ΤΕΚΝΑ ΤΟΥ ΚΑΙ ΕΞΗΦΑΝΙΣΘΗ [1446, 1049, 1530, 1134]
cinema-listing: «Ἀγάπη χωρίς σύνορα» [315, 2063, 437, 2076]
cinemas-continued-label: ΣΥΝΕΧΕΙΑ ΕΚ ΤΗΣ 2ας ΣΕΛ. [41, 1859, 185, 1871]
taxi-phone-row-label: Ἀγία Σοφία [412, 830, 471, 843]
taxi-phone-row-label: Ἀγ. Δημήτριος [412, 842, 486, 855]
cinema-listing: ΡΕΞ τηλ. 220-879: «Ἡ μεγάλη [315, 1856, 472, 1867]
brief2-headline: ΠΑΡΑΓΩΓΗ ΤΟΥΒΛΩΝ ΑΡΙΣΤΗΣ ΠΟΙΟΤΗΤΟΣ ΑΠΟ ΚΑΘΕ ΕΙΔΟΣ ΠΑΛΑΙΟΥ ΧΑΡΤΟΥ [962, 349, 1109, 416]
taxi-phone-row-label: Ἀγορᾶς [412, 818, 451, 831]
cinema-listing: ΑΛΚΑΖΑΡ τηλ. 224-117: «Ἡ γυναίκα [41, 1901, 233, 1913]
cinema-listing: ΣΙΝΕ ΚΟΡΩΝΑ: «Ἡ κατάρα» [315, 2039, 466, 2052]
cinema-listing: ΠΑΛΑΣ τηλ. 514-165 (Ἐγχρωμο) [41, 2121, 211, 2134]
cinema-listing: ΚΡΙΤΩΝ: «Ἡ Ἐλισάβετ» [315, 2162, 441, 2175]
lead-kicker: Ὡς ἀνεκοίνωσεν ὁ Λευκός Οἶκος [608, 31, 921, 53]
brief2-sub: Η ΕΦΕΥΡΕΣΙΣ ΑΜΕΡΙΚΑΝΟΥ [962, 419, 1109, 431]
radio-header: Τό ραδιόφωνον [41, 466, 202, 540]
brief2-text: ΟΡΙΝΤΑ, Καλιφόρνια, 3. (Ἀσσ. Πρές). Ἕνας ἀμερικανός ἐφευρέτης ἀνεκάλυψε μέθοδον παραγωγῆς τούβλων ἀρίστης ποιότητος ἀπό κάθε εἶδος παλαιοῦ χάρτου. Τά τοῦβλα αὐτά εἶναι ἐλαφρά, ἀνθεκτικά καί οἰκονομικά καί δύνανται νά χρησιμοποιηθοῦν διά τήν ἀνέγερσιν οἰκιῶν. Ἡ μέθοδος ἐπιλύει συγχρόνως καί τό πρόβλημα τῶν ἀπορριμμάτων. [949, 436, 1123, 583]
cinema-listing: «Ὁ ἄσσος τοῦ πολέμου» [315, 1978, 441, 1990]
cinema-listing: «Ὁ σκληρός» (Ἐγχρωμο) [315, 2027, 444, 2039]
taxi-phone-row [410, 831, 580, 843]
weddings-header: Μέλλοντες γάμοι [212, 63, 398, 125]
cinema-listing: ΚΑΒΑΛΑ [315, 2126, 360, 2138]
gold-text: Κατ' ἀνακοίνωσιν τῆς Τραπέζης τῆς Ἑλλάδος, αἱ τιμαί τῶν χρυσῶν νομισμάτων διαμορφώθησαν χθές ὡς ἑξῆς: [410, 1020, 580, 1070]
donations-heading: Δωρεαί [41, 196, 104, 215]
wishes-text: Στήν ἀγαπημένη μας φίλη Ἐλλη Γιαλή, πού γιορτάζει σήμερα, εὐχόμαστε χρόνια πολλά καί εὐτυχισμένα. ΣΤΕΦΑΝΟΣ ΟΙΚΟΝΟΜΟΥ. [41, 129, 202, 190]
disney-text: ΑΚΡΩΤΗΡΙΟΝ ΚΕΝΝΕΝΤΥ, 3. (Ὁ. Τπ.). Ὁ παραμυθένιος κόσμος τοῦ Γουώλτ Ντίσνεϋ ξαναζωντανεύει εἰς ἕνα νέον τεράστιον κέντρον ψυχαγωγίας, τό ὁποῖον κατασκευάζεται εἰς τήν Φλώριδα. Τό κέντρον αὐτό θά εἶναι πολύ μεγαλύτερον ἀπό τήν γνωστήν «Ντίσνεϋλαντ» τῆς Καλιφορνίας καί θά περιλαμβάνῃ ξενοδοχεῖα, λίμνας, γήπεδα γκόλφ καί ἕνα παραμυθένιον κάστρον. Οἱ ἐπισκέπται θά συναντοῦν τόν Μίκυ Μάους, τήν Χιονάτη καί ὅλους τούς ἥρωας τῶν ταινιῶν τοῦ Ντίσνεϋ. Ἡ ὁλοκλήρωσις τοῦ ἔργου ἀναμένεται ἐντός τῆς προσεχοῦς δεκαετίας καί τό κόστος ὑπολογίζεται εἰς ἑκατοντάδας ἑκατομμυρίων δολλαρίων. Οἱ ὑπεύθυνοι προβλέπουν ὅτι ἑκατομμύρια ἐπισκεπτῶν θά συρρέουν ἐτησίως ἀπό ὅλα τά μέρη τοῦ κόσμου, ἐνῷ ἤδη ἡ περιοχή γνωρίζει μεγάλην οἰκονομικήν ἀνάπτυξιν, μέ νέας κατοικίας, καταστήματα καί ὁδούς, πού δημιουργοῦνται εἰς τό περιθώριον τοῦ τεραστίου αὐτοῦ ἔργου. Ἡ ἀξία τῶν γαιῶν ἔχει ἤδη πολλαπλασιασθῆ. Ἡ ἀρχή τῆς λειτουργίας τοῦ πρώτου τμήματος προβλέπεται διά τό 1971, ἐνῷ ἡ πλήρης ἀνάπτυξις τοῦ κέντρου θά φθάσῃ μέχρι τό 1976. [1133, 1475, 1529, 1671]
side1-sub-a: ΕΔΗΣΑΝ ΑΝΘΡΩΠΟΥΣ [1378, 251, 1486, 263]
tv-yened-text: 12 Πέλου Πτώχ. 14.30 Ἐπίκ ηχη. 14.45 Ἀθλητικά. 15.30 Ἡ μικρή ταινία. 16.30 Περιπέτεια. 18.30 Ἡ οἰκογένεια. 19.15 Εἰδήσεις. 19.42 Σειρά. 20.15 Εἰδήσεις. 20.30 Τό πρόγραμμα. 21.05 Κωμῳδία. 21.45 Εἰδήσεις. 22 Ταινία. 23.45 Εἰδήσεις. Κλείσιμο. [410, 298, 580, 409]
cinema-listing: «Ὁ ταξιδιώτης» (Ἔγχρωμος) [41, 1888, 192, 1901]
lead-headline: Ἀπόρρητα τοῦ δευτέρου πολέμου ἀπεφάσισεν ὁ Νίξον νά δοθοῦν εἰς τήν δημοσιότητα [611, 54, 918, 172]
taxi-phone-row [410, 843, 580, 855]
dollar-heading: Αἱ τιμαί συναλλάγματος διά τό δολλάριον [212, 556, 398, 592]
cinema-listing: ἀπόδρασις» (Ἐγχρωμος) [315, 1867, 443, 1880]
brief4-kicker: ΔΙΑΘΕΣΙΣ ΛΟΡΔΩΝ [991, 801, 1081, 813]
column-briefs [949, 29, 1123, 2317]
second-kicker: Μία ἐπαναστατική μέθοδος [632, 484, 897, 507]
taxi-phone-row-value: 252-266 [535, 901, 578, 914]
third-text: ΦΛΩΡΕΝΤΙΑ, 3. (ΓΙΓ. ΟΠ.). Τό παραδοσιακόν κέντρον τῆς Φλωρεντίας μετετράπη εἰς ζώνην ἀπηγορευμένην διά τά αὐτοκίνητα. Ἀπό χθές ἡ κυκλοφορία ἐπιτρέπεται μόνον εἰς πεζούς, ποδήλατα καί ἱππήλατα ὀχήματα. Οἱ κάτοικοι καί οἱ ἐπισκέπται ἐξέφρασαν τήν ἱκανοποίησίν των διά τήν ἡσυχίαν πού ἐπικρατεῖ πλέον εἰς τάς ἱστορικάς ὁδούς καί πλατείας, ἐνῷ οἱ καταστηματάρχαι ἐπισημαίνουν αὔξησιν τῆς κινήσεως τῶν πεζῶν. [588, 1166, 941, 1253]
taxi-phone-row-label: Βενιζέλου [412, 877, 466, 890]
funerals-header: Κηδεῖαι [212, 698, 398, 739]
disney-deck: Τό νέο «κέντρο» πού ξεπερνᾶ τήν «Ντίσνεϋλαντ» — Μίκυ καί Χιονάτη — Θά ὁλοκληρωθῇ ἐντός δεκαετίας [1155, 1411, 1506, 1472]
second-headline: Τρόφιμα καί ἐνέργεια ἐκ ψυχρῶν ὑδάτων τοῦ βυθοῦ τῶν ὠκεανῶν [602, 506, 927, 649]
tv-yened-heading: ΕΝΟΠΛΩΝ ΔΥΝΑΜΕΩΝ [435, 281, 555, 294]
taxi-phone-row-value: 236-211 [535, 854, 578, 866]
column-tv-excursions [410, 59, 580, 1798]
taxi-phone-row [410, 855, 580, 866]
gold-price-row [410, 1110, 580, 1121]
brief5-kicker: ΠΣ ΑΝΕΚΟΙΝΩΘΗ [994, 952, 1078, 964]
